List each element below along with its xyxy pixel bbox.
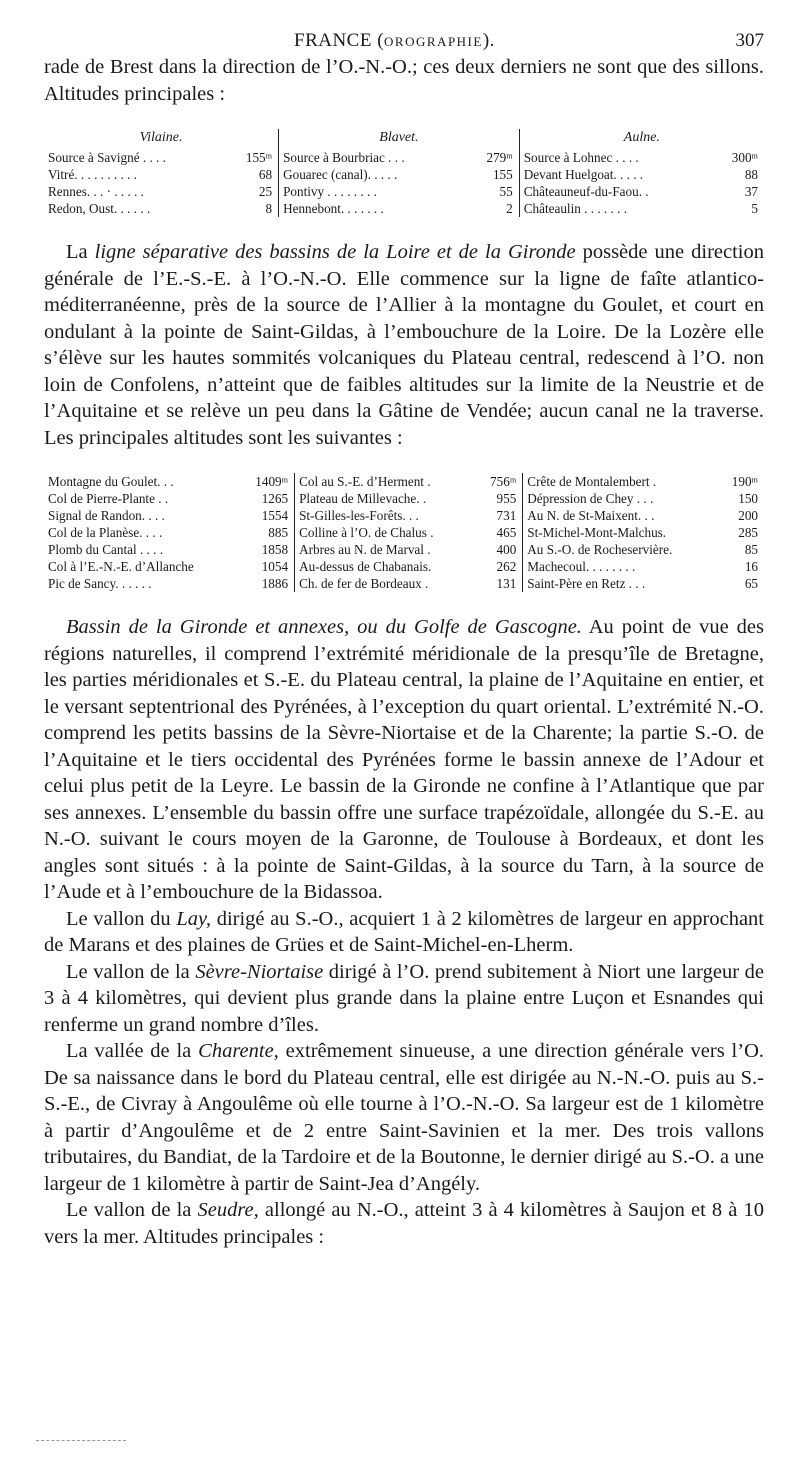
table1-header-row [44,129,764,149]
place-name: Rennes. . . · . . . . . [48,184,144,199]
altitude-value: 155ᵐ [245,150,273,165]
altitude-value: 756ᵐ [490,474,517,489]
altitude-value: 155 [492,167,513,182]
paragraph-1: rade de Brest dans la direction de l’O.-N.-O.; ces deux derniers ne sont que des sillons. Altitudes principales : [44,56,764,105]
table-row [44,524,764,541]
place-name: Source à Lohnec . . . . [519,149,711,166]
p3-italic: Bassin de la Gironde et annexes, ou du Golfe de Gascogne. [66,616,582,638]
running-header [44,28,764,54]
altitudes-table-1 [44,129,764,217]
altitude-value: 131 [496,576,517,591]
altitude-value: 200 [738,508,758,523]
altitude-value: 731 [496,508,517,523]
altitude-value: 88 [744,167,758,182]
altitude-value: 68 [258,167,273,182]
place-name: Vitré. . . . . . . . . . [48,167,137,182]
altitude-value: 1858 [261,542,289,557]
altitudes-table-2 [44,473,764,592]
place-name: Signal de Randon. . . . [48,508,165,523]
p7-text-b: allongé au N.-O., atteint 3 à 4 kilomètres à Saujon et 8 à 10 vers la mer. Altitudes principales : [44,1199,764,1248]
altitude-value: 150 [738,491,758,506]
place-name: Col à l’E.-N.-E. d’Allanche [48,559,194,574]
p6-italic: Charente, [198,1040,279,1062]
table1-header-blavet: Blavet. [279,129,520,149]
place-name: Crête de Montalembert . [523,473,718,490]
p2-text-a: La [66,241,95,263]
altitude-value: 190ᵐ [731,474,758,489]
table-row [44,541,764,558]
p2-text-b: possède une direction générale de l’E.-S.-E. à l’O.-N.-O. Elle commence sur la ligne de faîte atlantico-méditerranéenne, près de la source de l’Allier à la montagne du Goulet, et court en ondulant à la pointe de Saint-Gildas, à l’embouchure de la Loire. De la Lozère elle s’élève sur les hautes sommités volcaniques du Plateau central, redescend à l’O. non loin de Confolens, n’atteint que de faibles altitudes sur la limite de la Neustrie et de l’Aquitaine et se relève un peu dans la Gâtine de Vendée; aucun canal ne la traverse. Les principales altitudes sont les suivantes : [44,241,765,449]
place-name: Au-dessus de Chabanais. [295,558,476,575]
p3-text: Au point de vue des régions naturelles, il comprend l’extrémité méridionale de la presqu’île de Bretagne, les parties méridionales et S.-E. du Plateau central, la plaine de l’Aquitaine en entier, et le versant septentrional des Pyrénées, à l’exception du quart oriental. L’extrémité N.-O. comprend les petits bassins de la Sèvre-Niortaise et de la Charente; la partie S.-O. de l’Aquitaine et le tiers occidental des Pyrénées forme le bassin annexe de l’Adour et celui plus petit de la Leyre. Le bassin de la Gironde ne confine à l’Atlantique que par ses annexes. L’ensemble du bassin offre une surface trapézoïdale, allongée du S.-E. au N.-O. suivant le cours moyen de la Garonne, de Toulouse à Bordeaux, et dont les angles sont situés : à la pointe de Saint-Gildas, à la source du Tarn, à la source de l’Aude et à l’embouchure de la Bidassoa. [44,616,765,903]
p5-text-b: dirigé à l’O. prend subitement à Niort une largeur de 3 à 4 kilomètres, qui devient plus grande dans la plaine entre Luçon et Esnandes qui renferme un grand nombre d’îles. [44,960,764,1036]
place-name: Machecoul. . . . . . . . [523,558,718,575]
place-name: Au N. de St-Maixent. . . [523,507,718,524]
place-name: Devant Huelgoat. . . . . [519,166,711,183]
altitude-value: 465 [496,525,517,540]
table1-header-aulne: Aulne. [519,129,764,149]
altitude-value: 37 [744,184,758,199]
altitude-value: 1886 [261,576,289,591]
place-name: Source à Bourbriac . . . [279,149,466,166]
place-name: Col au S.-E. d’Herment . [295,473,476,490]
table2-body [44,473,764,592]
p4-italic: Lay, [176,907,212,930]
p5-italic: Sèvre-Niortaise [195,960,324,983]
place-name: Au S.-O. de Rocheservière. [523,541,718,558]
paragraph-6 [44,1038,764,1197]
table-row [44,490,764,507]
paragraph-4 [44,906,764,959]
place-name: Col de la Planèse. . . . [48,525,163,540]
p7-text-a: Le vallon de la [66,1199,198,1221]
paragraph-5 [44,959,764,1039]
place-name: Dépression de Chey . . . [523,490,718,507]
table-row [44,507,764,524]
altitude-value: 5 [751,201,758,216]
place-name: Col de Pierre-Plante . . [48,491,169,506]
altitude-value: 25 [258,184,273,199]
place-name: Redon, Oust. . . . . . [48,201,151,216]
place-name: Arbres au N. de Marval . [295,541,476,558]
table-row [44,166,764,183]
place-name: Saint-Père en Retz . . . [523,575,718,592]
altitude-value: 400 [496,542,517,557]
place-name: Pontivy . . . . . . . . [279,183,466,200]
table1-header-vilaine: Vilaine. [139,130,183,145]
paragraph-3 [44,614,764,906]
title-main: FRANCE ( [294,30,385,51]
altitude-value: 55 [499,184,513,199]
altitude-value: 955 [496,491,517,506]
place-name: Plateau de Millevache. . [295,490,476,507]
altitude-value: 300ᵐ [731,150,758,165]
altitude-value: 279ᵐ [486,150,513,165]
p4-text-b: dirigé au S.-O., acquiert 1 à 2 kilomètres de largeur en approchant de Marans et des plaines de Grües et de Saint-Michel-en-Lherm. [44,907,764,956]
altitude-value: 85 [744,542,758,557]
altitude-value: 65 [744,576,758,591]
place-name: Colline à l’O. de Chalus . [295,524,476,541]
paragraph-7 [44,1197,764,1250]
table-row [44,149,764,166]
place-name: St-Gilles-les-Forêts. . . [295,507,476,524]
p4-text-a: Le vallon du [66,907,177,930]
place-name: Hennebont. . . . . . . [279,200,466,217]
altitude-value: 2 [506,201,513,216]
altitude-value: 1409ᵐ [255,474,289,489]
altitude-value: 8 [265,201,273,216]
table-row [44,473,764,490]
p5-text-a: Le vallon de la [66,960,196,983]
page-number: 307 [735,30,764,51]
p2-italic: ligne séparative des bassins de la Loire et de la Gironde [94,241,576,263]
page [44,28,764,1250]
p6-text-a: La vallée de la [66,1040,199,1062]
place-name: St-Michel-Mont-Malchus. [523,524,718,541]
title-small-caps: OROGRAPHIE [384,34,483,49]
table-row [44,183,764,200]
altitude-value: 1554 [261,508,289,523]
altitude-value: 1054 [261,559,289,574]
title-end: ). [482,30,495,51]
paragraph-2 [44,239,764,451]
p6-text-b: extrêmement sinueuse, a une direction générale vers l’O. De sa naissance dans le bord du Plateau central, elle est dirigée au N.-N.-O. puis au S.-S.-E., de Civray à Angoulême où elle tourne à l’O.-N.-O. Sa largeur est de 1 kilomètre à partir d’Angoulême et de 2 entre Saint-Savinien et la mer. Des trois vallons tributaires, du Bandiat, de la Tardoire et de la Boutonne, le dernier dirigé au S.-O. a une largeur de 1 kilomètre à partir de Saint-Jea d’Angély. [44,1040,764,1195]
table-row [44,575,764,592]
table-row [44,200,764,217]
table-row [44,558,764,575]
place-name: Châteauneuf-du-Faou. . [519,183,711,200]
place-name: Plomb du Cantal . . . . [48,542,164,557]
place-name: Montagne du Goulet. . . [48,474,174,489]
altitude-value: 1265 [261,491,289,506]
table1-body [44,149,764,217]
altitude-value: 16 [744,559,758,574]
place-name: Châteaulin . . . . . . . [519,200,711,217]
place-name: Ch. de fer de Bordeaux . [295,575,476,592]
altitude-value: 885 [268,525,289,540]
running-title [294,30,495,52]
place-name: Source à Savigné . . . . [48,150,166,165]
footer-rule [36,1440,126,1441]
place-name: Gouarec (canal). . . . . [279,166,466,183]
altitude-value: 262 [496,559,517,574]
altitude-value: 285 [738,525,758,540]
place-name: Pic de Sancy. . . . . . [48,576,152,591]
p7-italic: Seudre, [197,1199,259,1221]
